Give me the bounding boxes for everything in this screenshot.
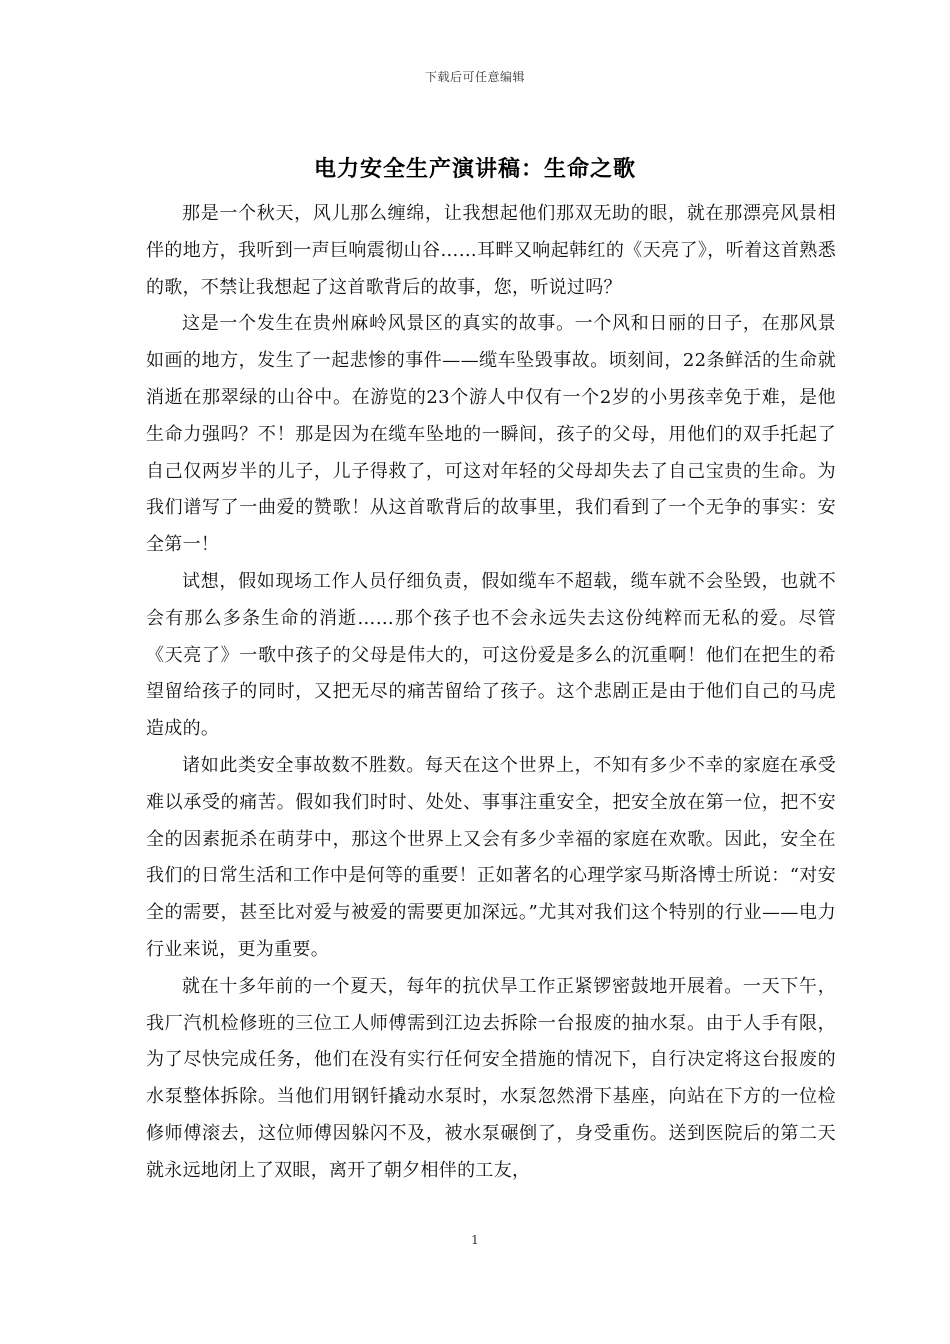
paragraph: 诸如此类安全事故数不胜数。每天在这个世界上，不知有多少不幸的家庭在承受难以承受的痛苦。假如我们时时、处处、事事注重安全，把安全放在第一位，把不安全的因素扼杀在萌芽中，那这个世界上又会有多少幸福的家庭在欢歌。因此，安全在我们的日常生活和工作中是何等的重要！正如著名的心理学家马斯洛博士所说：“对安全的需要，甚至比对爱与被爱的需要更加深远。”尤其对我们这个特别的行业——电力行业来说，更为重要。 xyxy=(146,754,836,960)
document-body xyxy=(146,196,836,1190)
page-header: 下载后可任意编辑 xyxy=(424,70,525,84)
document-title: 电力安全生产演讲稿：生命之歌 xyxy=(313,156,636,182)
paragraph: 那是一个秋天，风儿那么缠绵，让我想起他们那双无助的眼，就在那漂亮风景相伴的地方，我听到一声巨响震彻山谷……耳畔又响起韩红的《天亮了》，听着这首熟悉的歌，不禁让我想起了这首歌背后的故事，您，听说过吗？ xyxy=(146,203,836,298)
paragraph: 就在十多年前的一个夏天，每年的抗伏旱工作正紧锣密鼓地开展着。一天下午，我厂汽机检修班的三位工人师傅需到江边去拆除一台报废的抽水泵。由于人手有限，为了尽快完成任务，他们在没有实行任何安全措施的情况下，自行决定将这台报废的水泵整体拆除。当他们用钢钎撬动水泵时，水泵忽然滑下基座，向站在下方的一位检修师傅滚去，这位师傅因躲闪不及，被水泵碾倒了，身受重伤。送到医院后的第二天就永远地闭上了双眼，离开了朝夕相伴的工友， xyxy=(146,975,836,1181)
paragraph: 这是一个发生在贵州麻岭风景区的真实的故事。一个风和日丽的日子，在那风景如画的地方，发生了一起悲惨的事件——缆车坠毁事故。顷刻间，22条鲜活的生命就消逝在那翠绿的山谷中。在游览的23个游人中仅有一个2岁的小男孩幸免于难，是他生命力强吗？不！那是因为在缆车坠地的一瞬间，孩子的父母，用他们的双手托起了自己仅两岁半的儿子，儿子得救了，可这对年轻的父母却失去了自己宝贵的生命。为我们谱写了一曲爱的赞歌！从这首歌背后的故事里，我们看到了一个无争的事实：安全第一！ xyxy=(146,313,836,556)
page-number: 1 xyxy=(471,1233,479,1247)
paragraph: 试想，假如现场工作人员仔细负责，假如缆车不超载，缆车就不会坠毁，也就不会有那么多条生命的消逝……那个孩子也不会永远失去这份纯粹而无私的爱。尽管《天亮了》一歌中孩子的父母是伟大的，可这份爱是多么的沉重啊！他们在把生的希望留给孩子的同时，又把无尽的痛苦留给了孩子。这个悲剧正是由于他们自己的马虎造成的。 xyxy=(146,570,836,740)
